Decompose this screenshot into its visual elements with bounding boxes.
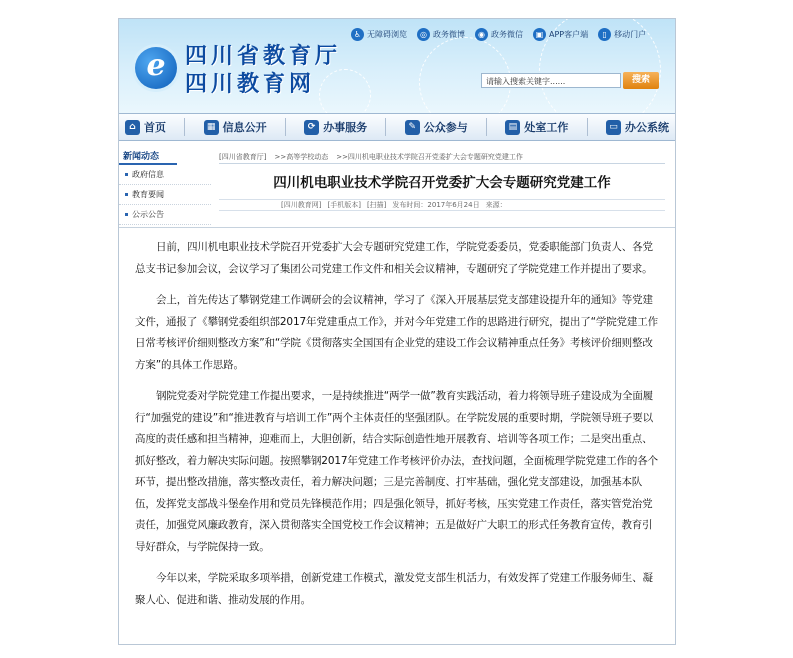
- article-paragraph: 今年以来，学院采取多项举措，创新党建工作模式，激发党支部生机活力，有效发挥了党建工作服务师生、凝聚人心、促进和谐、推动发展的作用。: [135, 572, 653, 606]
- home-icon: ⌂: [125, 120, 140, 135]
- mobile-app-icon: ▣: [533, 28, 546, 41]
- toplink-label: 政务微博: [433, 30, 465, 39]
- toplink-mobile-portal[interactable]: [598, 28, 646, 41]
- department-icon: ▤: [505, 120, 520, 135]
- meta-mobile-link[interactable]: [手机版本]: [327, 201, 361, 209]
- toplink-label: 移动门户: [614, 30, 647, 39]
- nav-label: 办公系统: [624, 121, 669, 134]
- nav-label: 处室工作: [524, 121, 569, 134]
- sidebar: [119, 149, 211, 225]
- article-title: 四川机电职业技术学院召开党委扩大会专题研究党建工作: [273, 175, 611, 191]
- dandelion-decoration: [319, 69, 371, 113]
- office-system-icon: ▭: [606, 120, 621, 135]
- nav-label: 办事服务: [323, 121, 368, 134]
- sidebar-item-edu-news[interactable]: [119, 185, 211, 205]
- service-icon: ⟳: [304, 120, 319, 135]
- bullet-icon: [125, 213, 128, 216]
- nav-divider: [587, 118, 588, 136]
- article-paragraph: 钢院党委对学院党建工作提出要求，一是持续推进“两学一做”教育实践活动，着力将领导班子建设成为全面履行“加强党的建设”和“推进教育与培训工作”两个主体责任的坚强团队。在学院发展的重要时期，学院领导班子要以高度的责任感和担当精神，迎难而上，大胆创新，结合实际创造性地开展教育、培训等各项工作；二是突出重点、抓好整改，着力解决实际问题。按照攀钢2017年党建工作考核评价办法，查找问题，全面梳理学院党建工作的各个环节，提出整改措施，落实整改责任，着力解决问题；三是完善制度、打牢基础，强化党支部建设，加强基本队伍，发挥党支部战斗堡垒作用和党员先锋模范作用；四是强化领导，抓好考核，压实党建工作责任，落实管党治党责任，加强党风廉政教育，深入贯彻落实全国党校工作会议精神；五是做好广大职工的形式任务教育宣传，教育引导好群众，与学院保持一致。: [135, 390, 658, 553]
- breadcrumb-item[interactable]: [四川省教育厅]: [219, 152, 267, 161]
- nav-item-department[interactable]: [505, 114, 568, 140]
- article-paragraph: 日前，四川机电职业技术学院召开党委扩大会专题研究党建工作，学院党委委员，党委职能部门负责人、各党总支书记参加会议，会议学习了集团公司党建工作文件和相关会议精神，专题研究了学院党建工作并提出了要求。: [135, 241, 653, 275]
- site-logo-icon[interactable]: [135, 47, 177, 89]
- breadcrumb: [219, 150, 665, 164]
- nav-divider: [385, 118, 386, 136]
- main-nav: [119, 113, 675, 141]
- meta-publish-time: 发布时间：2017年6月24日: [392, 201, 480, 209]
- toplink-label: 无障碍浏览: [367, 30, 407, 39]
- article-meta: [219, 199, 665, 211]
- nav-divider: [285, 118, 286, 136]
- weibo-icon: ◎: [417, 28, 430, 41]
- toplink-app[interactable]: [533, 28, 588, 41]
- toplink-weibo[interactable]: [417, 28, 465, 41]
- wechat-icon: ◉: [475, 28, 488, 41]
- site-name-line2: 四川教育网: [185, 71, 316, 97]
- nav-item-service[interactable]: [304, 114, 367, 140]
- nav-label: 信息公开: [222, 121, 267, 134]
- breadcrumb-item[interactable]: >>高等学校动态: [274, 152, 329, 161]
- participation-icon: ✎: [405, 120, 420, 135]
- logo-letter: e: [146, 48, 166, 83]
- breadcrumb-item[interactable]: >>四川机电职业技术学院召开党委扩大会专题研究党建工作: [336, 152, 523, 161]
- mobile-portal-icon: ▯: [598, 28, 611, 41]
- sidebar-item-label: 教育要闻: [132, 190, 164, 199]
- meta-source-link[interactable]: [四川教育网]: [281, 201, 322, 209]
- nav-divider: [184, 118, 185, 136]
- nav-item-home[interactable]: [125, 114, 166, 140]
- info-building-icon: ▦: [204, 120, 219, 135]
- site-name-line1: 四川省教育厅: [185, 43, 342, 69]
- nav-item-info[interactable]: [204, 114, 267, 140]
- top-links: [351, 28, 646, 41]
- meta-origin: 来源：: [485, 201, 507, 209]
- toplink-label: 政务微信: [491, 30, 523, 39]
- search-button[interactable]: 搜索: [623, 72, 659, 89]
- nav-label: 首页: [144, 121, 166, 134]
- sidebar-item-gov-info[interactable]: [119, 165, 211, 185]
- bullet-icon: [125, 193, 128, 196]
- accessibility-icon: ♿: [351, 28, 364, 41]
- sidebar-title: 新闻动态: [119, 149, 177, 165]
- nav-item-participation[interactable]: [405, 114, 468, 140]
- bullet-icon: [125, 173, 128, 176]
- sidebar-item-label: 政府信息: [132, 170, 164, 179]
- sidebar-item-label: 公示公告: [132, 210, 164, 219]
- page-frame: [118, 18, 676, 645]
- sidebar-item-notices[interactable]: [119, 205, 211, 225]
- meta-scan-link[interactable]: [扫描]: [366, 201, 387, 209]
- nav-divider: [486, 118, 487, 136]
- article-body: [135, 237, 661, 621]
- toplink-wechat[interactable]: [475, 28, 523, 41]
- toplink-label: APP客户端: [549, 30, 589, 39]
- article-paragraph: 会上，首先传达了攀钢党建工作调研会的会议精神，学习了《深入开展基层党支部建设提升年的通知》等党建文件，通报了《攀钢党委组织部2017年党建重点工作》，并对今年党建工作的思路进行研究，提出了“学院党建工作日常考核评价细则整改方案”和“学院《贯彻落实全国国有企业党的建设工作会议精神重点任务》考核评价细则整改方案”的具体工作思路。: [135, 294, 658, 371]
- search-input[interactable]: 请输入搜索关键字......: [481, 73, 621, 88]
- toplink-accessibility[interactable]: [351, 28, 407, 41]
- site-banner: [119, 19, 675, 113]
- nav-label: 公众参与: [423, 121, 468, 134]
- content-divider: [119, 227, 675, 228]
- nav-item-office[interactable]: [606, 114, 669, 140]
